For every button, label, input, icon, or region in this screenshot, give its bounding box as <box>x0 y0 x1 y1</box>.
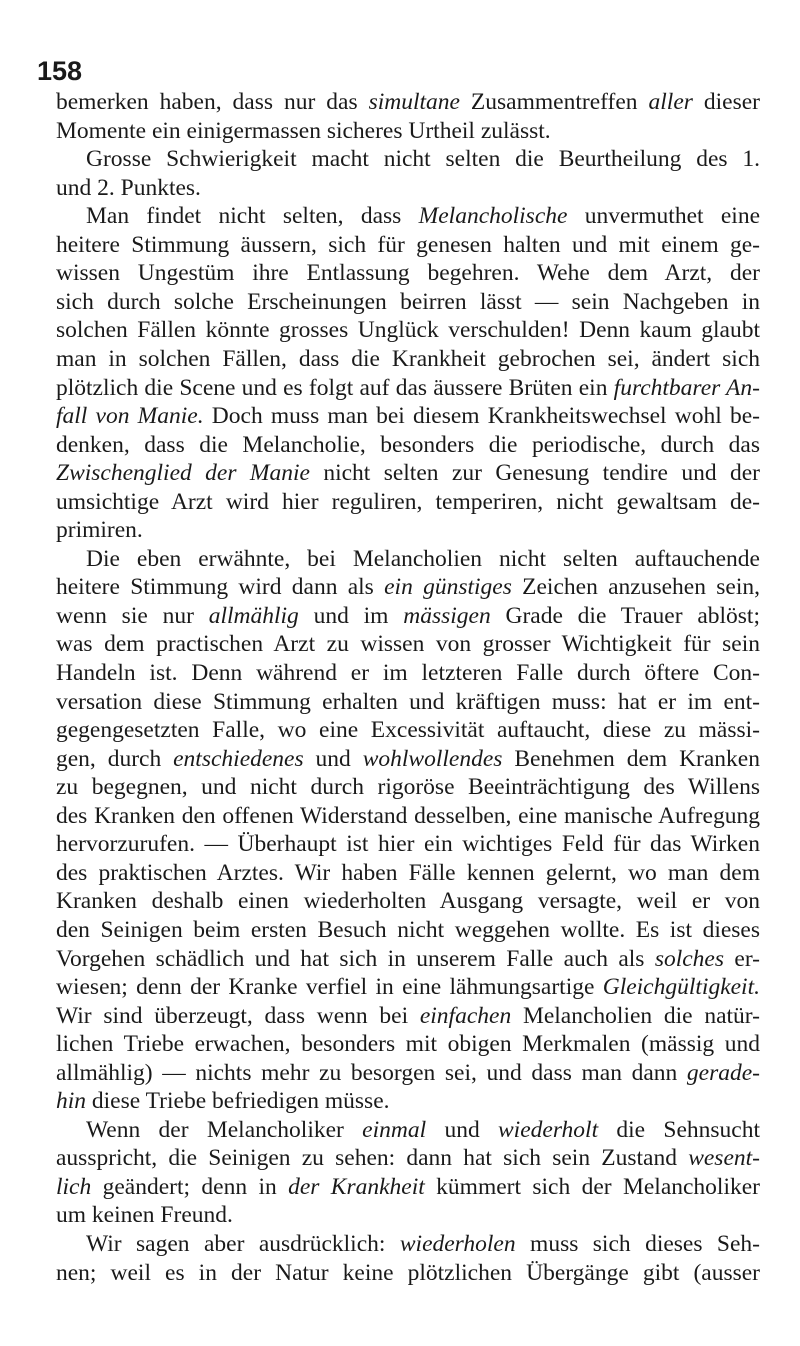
text-run: Wir sagen aber ausdrücklich: <box>86 1231 400 1257</box>
text-line <box>56 1259 760 1287</box>
text-run: heitere Stimmung äussern, sich für genesen halten und mit einem ge- <box>56 231 760 258</box>
text-run: des Kranken den offenen Widerstand desselben, eine manische Aufregung <box>56 802 760 829</box>
italic-text: wohlwollendes <box>362 745 503 772</box>
text-line <box>56 1030 760 1058</box>
text-line <box>56 459 760 487</box>
text-run: heitere Stimmung wird dann als <box>56 574 385 601</box>
text-line <box>56 745 760 773</box>
text-run: denken, dass die Melancholie, besonders die periodische, durch das <box>56 431 760 458</box>
text-run: wiesen; denn der Kranke verfiel in eine lähmungsartige <box>56 974 603 1001</box>
text-line <box>56 1173 760 1201</box>
text-line <box>56 374 760 402</box>
text-run: geändert; denn in <box>91 1173 289 1200</box>
text-line <box>56 573 760 601</box>
italic-text: einfachen <box>419 1002 512 1029</box>
italic-text: wiederholt <box>498 1116 599 1143</box>
text-line <box>56 887 760 915</box>
text-run: versation diese Stimmung erhalten und kräftigen muss: hat er im ent- <box>56 688 760 715</box>
text-run: des praktischen Arztes. Wir haben Fälle kennen gelernt, wo man dem <box>56 859 760 886</box>
text-run: Doch muss man bei diesem Krankheitswechsel wohl be- <box>203 403 760 430</box>
text-line <box>56 174 760 202</box>
text-run: wenn sie nur <box>56 602 209 629</box>
text-run: solchen Fällen könnte grosses Unglück verschulden! Denn kaum glaubt <box>56 317 760 344</box>
text-run: was dem practischen Arzt zu wissen von grosser Wichtigkeit für sein <box>56 631 760 658</box>
text-line <box>56 1144 760 1172</box>
italic-text: solches <box>654 945 725 972</box>
text-run: umsichtige Arzt wird hier reguliren, temperiren, nicht gewaltsam de- <box>56 488 760 515</box>
text-run: Momente ein einigermassen sicheres Urtheil zulässt. <box>56 117 551 144</box>
text-run: den Seinigen beim ersten Besuch nicht weggehen wollte. Es ist dieses <box>56 916 760 943</box>
text-line <box>56 1059 760 1087</box>
text-run: er- <box>724 945 760 972</box>
text-run: gen, durch <box>56 745 174 772</box>
italic-text: einmal <box>362 1116 427 1143</box>
text-run: unvermuthet eine <box>567 203 760 230</box>
text-line <box>56 973 760 1001</box>
text-run: wissen Ungestüm ihre Entlassung begehren. Wehe dem Arzt, der <box>56 260 760 287</box>
text-line <box>56 859 760 887</box>
italic-text: mässigen <box>403 602 491 629</box>
text-run: primiren. <box>56 517 143 544</box>
text-run: Benehmen dem Kranken <box>502 745 760 772</box>
page-number: 158 <box>37 56 83 86</box>
italic-text: furchtbarer An- <box>613 374 760 401</box>
italic-text: ein günstiges <box>384 574 512 601</box>
text-line <box>56 630 760 658</box>
text-line <box>86 202 760 230</box>
text-run: und <box>426 1116 498 1143</box>
text-run: gegengesetzten Falle, wo eine Excessivität auftaucht, diese zu mässi- <box>56 717 760 744</box>
text-line <box>56 830 760 858</box>
text-run: sich durch solche Erscheinungen beirren lässt — sein Nachgeben in <box>56 288 760 315</box>
text-run: muss sich dieses Seh- <box>515 1231 761 1257</box>
text-run: Zusammentreffen <box>459 89 649 115</box>
text-line <box>56 431 760 459</box>
italic-text: fall von Manie. <box>56 403 204 430</box>
italic-text: allmählig <box>208 602 299 629</box>
text-line <box>86 545 760 573</box>
text-line <box>56 802 760 830</box>
text-run: Man findet nicht selten, dass <box>86 203 419 230</box>
text-run: Vorgehen schädlich und hat sich in unserem Falle auch als <box>56 945 655 972</box>
text-run: lichen Triebe erwachen, besonders mit obigen Merkmalen (mässig und <box>56 1031 760 1058</box>
text-run: ausspricht, die Seinigen zu sehen: dann hat sich sein Zustand <box>56 1145 689 1172</box>
text-line <box>56 231 760 259</box>
text-line <box>56 945 760 973</box>
text-run: und <box>303 745 363 772</box>
text-run: Grosse Schwierigkeit macht nicht selten die Beurtheilung des 1. <box>86 146 760 173</box>
italic-text: wiederholen <box>399 1231 516 1257</box>
text-run: bemerken haben, dass nur das <box>56 89 369 115</box>
text-line <box>56 88 760 116</box>
text-run: und im <box>298 602 404 629</box>
italic-text: hin <box>56 1088 87 1115</box>
text-line <box>86 145 760 173</box>
text-line <box>56 1201 760 1229</box>
text-run: Kranken deshalb einen wiederholten Ausgang versagte, weil er von <box>56 888 760 915</box>
italic-text: der Krankheit <box>288 1173 425 1200</box>
italic-text: Gleichgültigkeit. <box>602 974 760 1001</box>
text-run: Handeln ist. Denn während er im letzteren Falle durch öftere Con- <box>56 660 760 686</box>
text-line <box>56 716 760 744</box>
text-run: Grade die Trauer ablöst; <box>490 602 760 629</box>
text-run: nen; weil es in der Natur keine plötzlichen Übergänge gibt (ausser <box>56 1259 760 1286</box>
text-run: Zeichen anzusehen sein, <box>511 574 760 601</box>
text-run: hervorzurufen. — Überhaupt ist hier ein wichtiges Feld für das Wirken <box>56 831 760 858</box>
italic-text: lich <box>56 1173 92 1200</box>
text-run: man in solchen Fällen, dass die Krankheit gebrochen sei, ändert sich <box>56 345 760 372</box>
text-line <box>56 773 760 801</box>
text-run: plötzlich die Scene und es folgt auf das äussere Brüten ein <box>56 374 614 401</box>
italic-text: Melancholische <box>418 203 568 230</box>
text-run: zu begegnen, und nicht durch rigoröse Beeinträchtigung des Willens <box>56 774 760 801</box>
text-run: Wenn der Melancholiker <box>86 1116 363 1143</box>
text-run: nicht selten zur Genesung tendire und der <box>309 460 760 487</box>
text-run: Wir sind überzeugt, dass wenn bei <box>56 1002 420 1029</box>
text-run: um keinen Freund. <box>56 1202 233 1229</box>
text-line <box>56 259 760 287</box>
text-line <box>56 516 760 544</box>
text-run: und 2. Punktes. <box>56 174 201 201</box>
text-line <box>56 488 760 516</box>
text-run: allmählig) — nichts mehr zu besorgen sei, und dass man dann <box>56 1059 687 1086</box>
italic-text: entschiedenes <box>173 745 304 772</box>
text-line <box>56 602 760 630</box>
italic-text: Zwischenglied der Manie <box>56 460 310 487</box>
text-line <box>56 402 760 430</box>
text-line <box>56 1002 760 1030</box>
text-line <box>56 288 760 316</box>
text-line <box>56 916 760 944</box>
text-line <box>86 1116 760 1144</box>
text-line <box>86 1230 760 1258</box>
text-line <box>56 1087 760 1115</box>
text-run: Melancholien die natür- <box>511 1002 760 1029</box>
text-run: die Sehnsucht <box>598 1116 761 1143</box>
italic-text: aller <box>648 89 693 115</box>
text-run: Die eben erwähnte, bei Melancholien nicht selten auftauchende <box>86 545 760 572</box>
italic-text: gerade- <box>686 1059 760 1086</box>
text-line <box>56 345 760 373</box>
text-line <box>56 688 760 716</box>
text-run: dieser <box>692 89 760 115</box>
italic-text: simultane <box>368 89 460 115</box>
text-run: diese Triebe befriedigen müsse. <box>86 1088 390 1115</box>
text-run: kümmert sich der Melancholiker <box>424 1173 760 1200</box>
text-line <box>56 117 760 145</box>
italic-text: wesent- <box>688 1145 760 1172</box>
text-line <box>56 316 760 344</box>
text-line <box>56 659 760 687</box>
